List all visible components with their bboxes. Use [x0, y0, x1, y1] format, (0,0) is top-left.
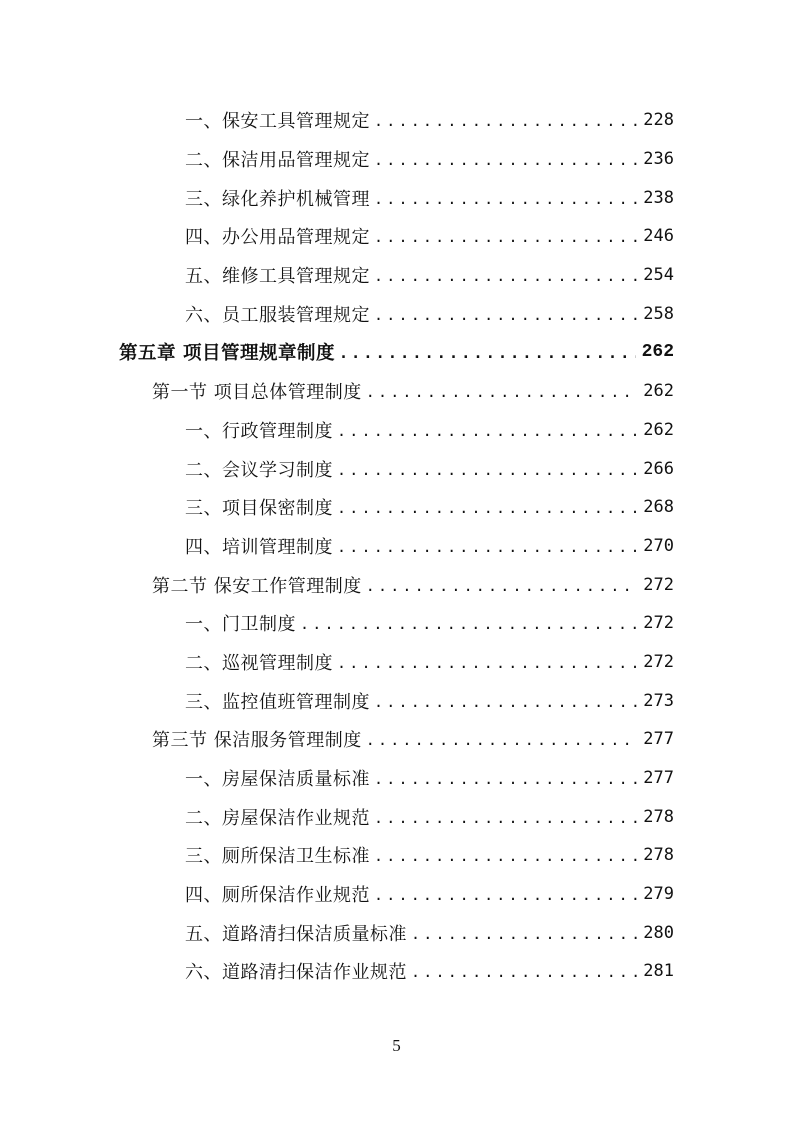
- toc-entry-title: 六、道路清扫保洁作业规范: [185, 962, 407, 984]
- toc-entry-title: 第三节 保洁服务管理制度: [152, 730, 362, 752]
- toc-entry-title: 一、行政管理制度: [185, 420, 333, 442]
- toc-entry-title: 第五章 项目管理规章制度: [119, 343, 335, 365]
- toc-entry-item[interactable]: [0, 101, 793, 140]
- toc-entry-title: 五、道路清扫保洁质量标准: [185, 923, 407, 945]
- toc-entry-title: 三、监控值班管理制度: [185, 691, 370, 713]
- toc-entry-title: 二、房屋保洁作业规范: [185, 807, 370, 829]
- toc-entry-page-number: 277: [643, 768, 674, 789]
- toc-entry-section[interactable]: [0, 372, 793, 411]
- dot-leader: [337, 537, 637, 555]
- toc-entry-item[interactable]: [0, 604, 793, 643]
- toc-entry-page-number: 228: [643, 110, 674, 131]
- toc-entry-page-number: 236: [643, 149, 674, 170]
- toc-entry-title: 三、绿化养护机械管理: [185, 188, 370, 210]
- toc-entry-page-number: 279: [643, 884, 674, 905]
- dot-leader: [374, 305, 637, 323]
- toc-entry-title: 五、维修工具管理规定: [185, 266, 370, 288]
- toc-entry-title: 四、厕所保洁作业规范: [185, 885, 370, 907]
- dot-leader: [374, 150, 637, 168]
- toc-entry-title: 一、保安工具管理规定: [185, 111, 370, 133]
- toc-entry-section[interactable]: [0, 720, 793, 759]
- toc-entry-title: 二、巡视管理制度: [185, 652, 333, 674]
- toc-entry-item[interactable]: [0, 836, 793, 875]
- dot-leader: [339, 343, 636, 361]
- toc-entry-title: 一、房屋保洁质量标准: [185, 769, 370, 791]
- toc-entry-page-number: 246: [643, 226, 674, 247]
- toc-entry-title: 四、办公用品管理规定: [185, 227, 370, 249]
- toc-entry-title: 第二节 保安工作管理制度: [152, 575, 362, 597]
- toc-entry-title: 一、门卫制度: [185, 614, 296, 636]
- toc-entry-page-number: 272: [643, 613, 674, 634]
- toc-entry-title: 四、培训管理制度: [185, 536, 333, 558]
- toc-entry-page-number: 270: [643, 535, 674, 556]
- toc-entry-item[interactable]: [0, 294, 793, 333]
- toc-entry-item[interactable]: [0, 952, 793, 991]
- toc-entry-page-number: 278: [643, 806, 674, 827]
- toc-entry-page-number: 262: [641, 342, 674, 363]
- dot-leader: [374, 885, 637, 903]
- dot-leader: [337, 460, 637, 478]
- dot-leader: [374, 846, 637, 864]
- toc-entry-item[interactable]: [0, 681, 793, 720]
- toc-entry-chapter[interactable]: [0, 333, 793, 372]
- toc-entry-title: 第一节 项目总体管理制度: [152, 382, 362, 404]
- toc-entry-item[interactable]: [0, 449, 793, 488]
- toc-entry-item[interactable]: [0, 527, 793, 566]
- toc-entry-page-number: 262: [643, 381, 674, 402]
- toc-entry-page-number: 238: [643, 187, 674, 208]
- page-number: 5: [392, 1036, 401, 1055]
- toc-entry-title: 二、会议学习制度: [185, 459, 333, 481]
- toc-entry-item[interactable]: [0, 217, 793, 256]
- table-of-contents: [0, 101, 793, 991]
- dot-leader: [337, 653, 637, 671]
- toc-entry-title: 二、保洁用品管理规定: [185, 150, 370, 172]
- toc-entry-item[interactable]: [0, 411, 793, 450]
- toc-entry-title: 三、厕所保洁卫生标准: [185, 846, 370, 868]
- toc-entry-item[interactable]: [0, 759, 793, 798]
- toc-entry-section[interactable]: [0, 565, 793, 604]
- toc-entry-page-number: 268: [643, 497, 674, 518]
- toc-entry-item[interactable]: [0, 140, 793, 179]
- toc-entry-title: 六、员工服装管理规定: [185, 304, 370, 326]
- toc-entry-page-number: 272: [643, 574, 674, 595]
- toc-entry-page-number: 273: [643, 690, 674, 711]
- toc-entry-page-number: 258: [643, 303, 674, 324]
- dot-leader: [366, 576, 638, 594]
- toc-entry-page-number: 266: [643, 458, 674, 479]
- dot-leader: [337, 421, 637, 439]
- dot-leader: [374, 189, 637, 207]
- toc-entry-item[interactable]: [0, 256, 793, 295]
- dot-leader: [411, 924, 637, 942]
- dot-leader: [374, 808, 637, 826]
- toc-entry-page-number: 272: [643, 651, 674, 672]
- toc-entry-item[interactable]: [0, 797, 793, 836]
- toc-entry-title: 三、项目保密制度: [185, 498, 333, 520]
- toc-entry-page-number: 262: [643, 419, 674, 440]
- dot-leader: [374, 227, 637, 245]
- dot-leader: [374, 111, 637, 129]
- toc-entry-page-number: 278: [643, 845, 674, 866]
- toc-entry-page-number: 254: [643, 265, 674, 286]
- dot-leader: [366, 382, 638, 400]
- dot-leader: [300, 614, 637, 632]
- toc-entry-item[interactable]: [0, 488, 793, 527]
- toc-entry-item[interactable]: [0, 913, 793, 952]
- dot-leader: [337, 498, 637, 516]
- toc-entry-page-number: 281: [643, 961, 674, 982]
- dot-leader: [374, 692, 637, 710]
- toc-entry-item[interactable]: [0, 643, 793, 682]
- dot-leader: [366, 730, 638, 748]
- dot-leader: [374, 769, 637, 787]
- toc-entry-item[interactable]: [0, 178, 793, 217]
- toc-entry-page-number: 277: [643, 729, 674, 750]
- dot-leader: [411, 962, 637, 980]
- dot-leader: [374, 266, 637, 284]
- toc-entry-page-number: 280: [643, 922, 674, 943]
- toc-entry-item[interactable]: [0, 875, 793, 914]
